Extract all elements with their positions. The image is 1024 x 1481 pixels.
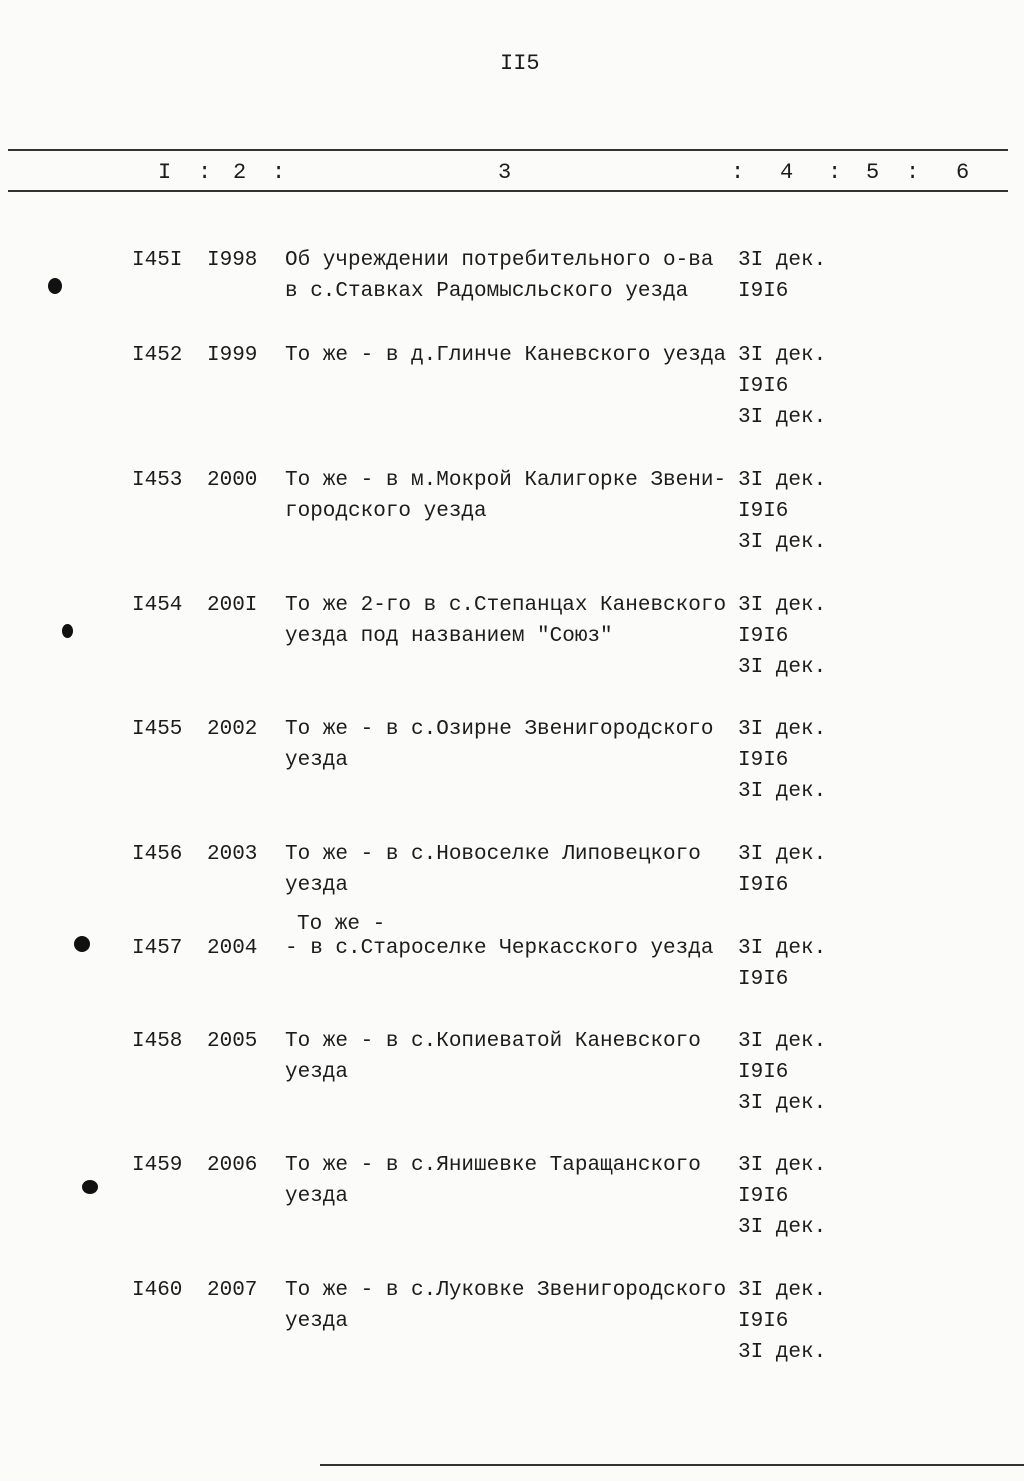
archive-number: 200I [207,594,258,617]
date-line: I9I6 [738,874,789,897]
record-number: I460 [132,1279,183,1302]
header-col-1: I [158,160,172,185]
archive-number: 2005 [207,1030,258,1053]
archive-number: I999 [207,344,258,367]
header-sep: : [906,160,920,185]
description-line: уезда [285,749,349,772]
header-col-2: 2 [233,160,247,185]
header-bottom-rule [8,190,1008,192]
description-prefix: То же - [297,913,386,936]
date-line: 3I дек. [738,937,827,960]
punch-hole-mark [62,624,73,638]
record-number: I453 [132,469,183,492]
header-sep: : [198,160,212,185]
archive-number: I998 [207,249,258,272]
date-line: 3I дек. [738,780,827,803]
record-number: I458 [132,1030,183,1053]
archive-number: 2004 [207,937,258,960]
header-top-rule [8,149,1008,151]
description-line: То же - в с.Озирне Звенигородского [285,718,714,741]
header-sep: : [731,160,745,185]
punch-hole-mark [48,278,62,294]
date-line: 3I дек. [738,531,827,554]
date-line: I9I6 [738,1061,789,1084]
date-line: 3I дек. [738,406,827,429]
header-sep: : [272,160,286,185]
header-col-3: 3 [498,160,512,185]
record-number: I454 [132,594,183,617]
description-line: уезда [285,1310,349,1333]
date-line: 3I дек. [738,1154,827,1177]
record-number: I45I [132,249,183,272]
archive-number: 2002 [207,718,258,741]
date-line: I9I6 [738,749,789,772]
description-line: То же 2-го в с.Степанцах Каневского [285,594,727,617]
date-line: 3I дек. [738,1216,827,1239]
punch-hole-mark [82,1180,98,1194]
date-line: I9I6 [738,1310,789,1333]
date-line: 3I дек. [738,1030,827,1053]
header-col-5: 5 [866,160,880,185]
description-line: То же - в д.Глинче Каневского уезда [285,344,727,367]
date-line: 3I дек. [738,843,827,866]
record-number: I455 [132,718,183,741]
description-line: То же - в с.Новоселке Липовецкого [285,843,701,866]
description-line: - в с.Староселке Черкасского уезда [285,937,714,960]
bottom-rule [320,1464,1024,1466]
header-col-6: 6 [956,160,970,185]
record-number: I457 [132,937,183,960]
date-line: I9I6 [738,500,789,523]
date-line: 3I дек. [738,1092,827,1115]
description-line: То же - в м.Мокрой Калигорке Звени- [285,469,727,492]
record-number: I459 [132,1154,183,1177]
description-line: Об учреждении потребительного о-ва [285,249,714,272]
date-line: I9I6 [738,375,789,398]
date-line: 3I дек. [738,1341,827,1364]
date-line: 3I дек. [738,344,827,367]
description-line: уезда [285,1185,349,1208]
archive-number: 2000 [207,469,258,492]
description-line: городского уезда [285,500,487,523]
archive-number: 2003 [207,843,258,866]
record-number: I452 [132,344,183,367]
punch-hole-mark [74,936,90,952]
header-sep: : [828,160,842,185]
description-line: То же - в с.Копиеватой Каневского [285,1030,701,1053]
description-line: То же - в с.Луковке Звенигородского [285,1279,727,1302]
date-line: 3I дек. [738,656,827,679]
date-line: I9I6 [738,280,789,303]
header-col-4: 4 [780,160,794,185]
date-line: 3I дек. [738,718,827,741]
description-line: в с.Ставках Радомысльского уезда [285,280,689,303]
date-line: 3I дек. [738,1279,827,1302]
date-line: 3I дек. [738,249,827,272]
page-number: II5 [500,51,540,76]
date-line: 3I дек. [738,469,827,492]
description-line: уезда [285,874,349,897]
date-line: I9I6 [738,968,789,991]
description-line: уезда [285,1061,349,1084]
date-line: I9I6 [738,1185,789,1208]
description-line: уезда под названием "Союз" [285,625,613,648]
archive-number: 2006 [207,1154,258,1177]
description-line: То же - в с.Янишевке Таращанского [285,1154,701,1177]
archive-number: 2007 [207,1279,258,1302]
date-line: I9I6 [738,625,789,648]
record-number: I456 [132,843,183,866]
date-line: 3I дек. [738,594,827,617]
